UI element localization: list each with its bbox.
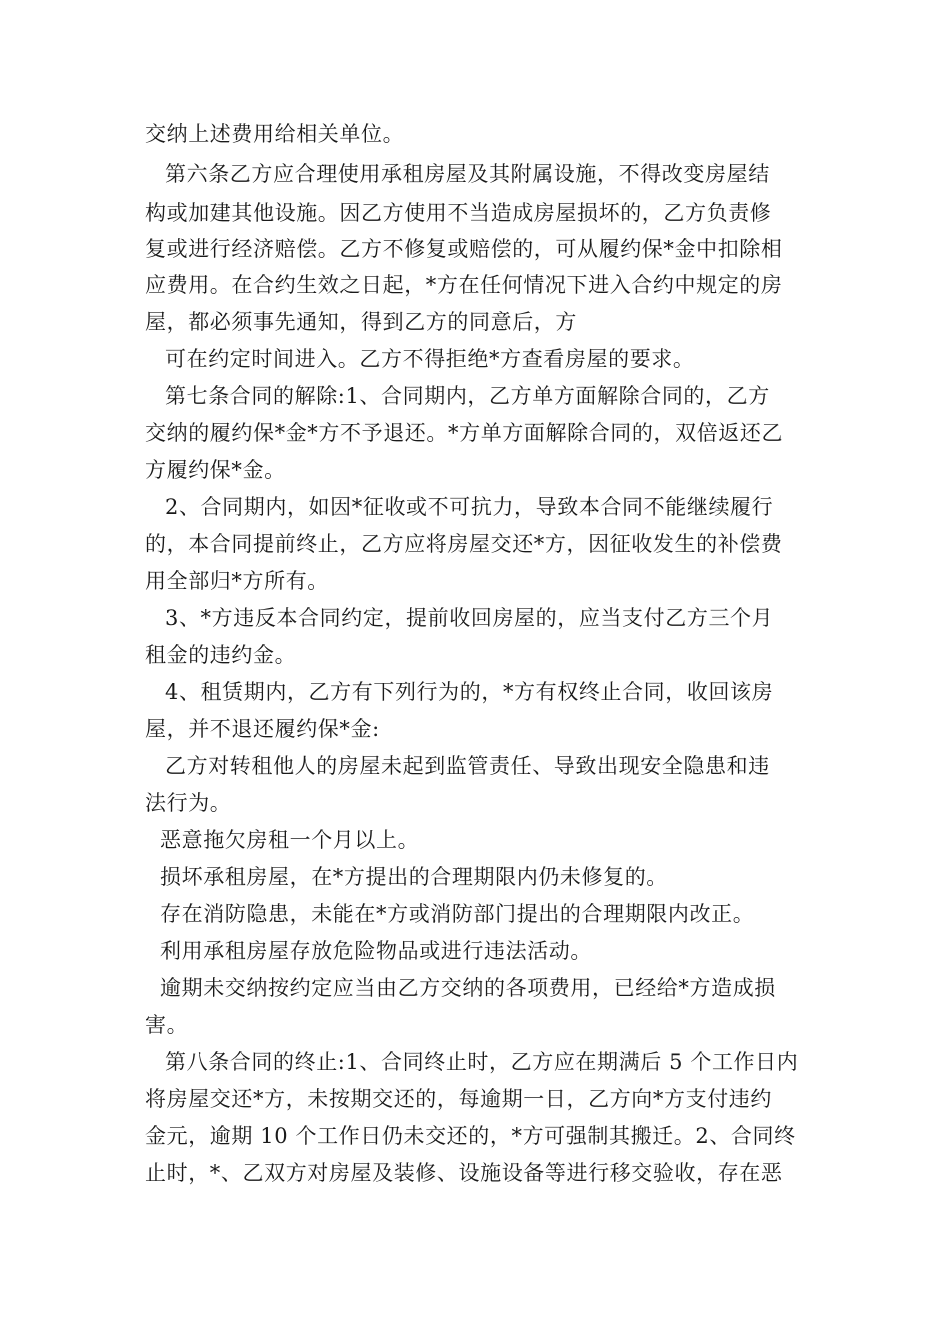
text-line: 的，本合同提前终止，乙方应将房屋交还*方，因征收发生的补偿费 [145, 532, 783, 556]
text-line: 存在消防隐患，未能在*方或消防部门提出的合理期限内改正。 [160, 902, 755, 926]
text-line: 损坏承租房屋，在*方提出的合理期限内仍未修复的。 [160, 865, 668, 889]
text-line: 4、租赁期内，乙方有下列行为的，*方有权终止合同，收回该房 [165, 680, 774, 704]
text-line: 金元，逾期 10 个工作日仍未交还的，*方可强制其搬迁。2、合同终 [145, 1124, 796, 1148]
text-line: 交纳上述费用给相关单位。 [145, 122, 405, 146]
text-line: 第八条合同的终止:1、合同终止时，乙方应在期满后 5 个工作日内 [165, 1050, 799, 1074]
text-line: 屋，并不退还履约保*金: [145, 717, 380, 741]
text-line: 交纳的履约保*金*方不予退还。*方单方面解除合同的，双倍返还乙 [145, 421, 784, 445]
text-line: 用全部归*方所有。 [145, 569, 329, 593]
text-line: 第七条合同的解除:1、合同期内，乙方单方面解除合同的，乙方 [165, 384, 770, 408]
text-line: 止时，*、乙双方对房屋及装修、设施设备等进行移交验收，存在恶 [145, 1161, 783, 1185]
text-line: 乙方对转租他人的房屋未起到监管责任、导致出现安全隐患和违 [165, 754, 770, 778]
text-line: 屋，都必须事先通知，得到乙方的同意后，方 [145, 310, 577, 334]
text-line: 方履约保*金。 [145, 458, 286, 482]
text-line: 逾期未交纳按约定应当由乙方交纳的各项费用，已经给*方造成损 [160, 976, 776, 1000]
text-line: 应费用。在合约生效之日起，*方在任何情况下进入合约中规定的房 [145, 273, 783, 297]
text-line: 复或进行经济赔偿。乙方不修复或赔偿的，可从履约保*金中扣除相 [145, 237, 783, 261]
text-line: 3、*方违反本合同约定，提前收回房屋的，应当支付乙方三个月 [165, 606, 774, 630]
text-line: 2、合同期内，如因*征收或不可抗力，导致本合同不能继续履行 [165, 495, 774, 519]
text-line: 利用承租房屋存放危险物品或进行违法活动。 [160, 939, 592, 963]
text-line: 恶意拖欠房租一个月以上。 [160, 828, 420, 852]
text-line: 第六条乙方应合理使用承租房屋及其附属设施，不得改变房屋结 [165, 162, 770, 186]
text-line: 可在约定时间进入。乙方不得拒绝*方查看房屋的要求。 [165, 347, 695, 371]
text-line: 租金的违约金。 [145, 643, 297, 667]
text-line: 构或加建其他设施。因乙方使用不当造成房屋损坏的，乙方负责修 [145, 201, 772, 225]
text-line: 害。 [145, 1013, 189, 1037]
text-line: 法行为。 [145, 791, 232, 815]
text-line: 将房屋交还*方，未按期交还的，每逾期一日，乙方向*方支付违约 [145, 1087, 772, 1111]
